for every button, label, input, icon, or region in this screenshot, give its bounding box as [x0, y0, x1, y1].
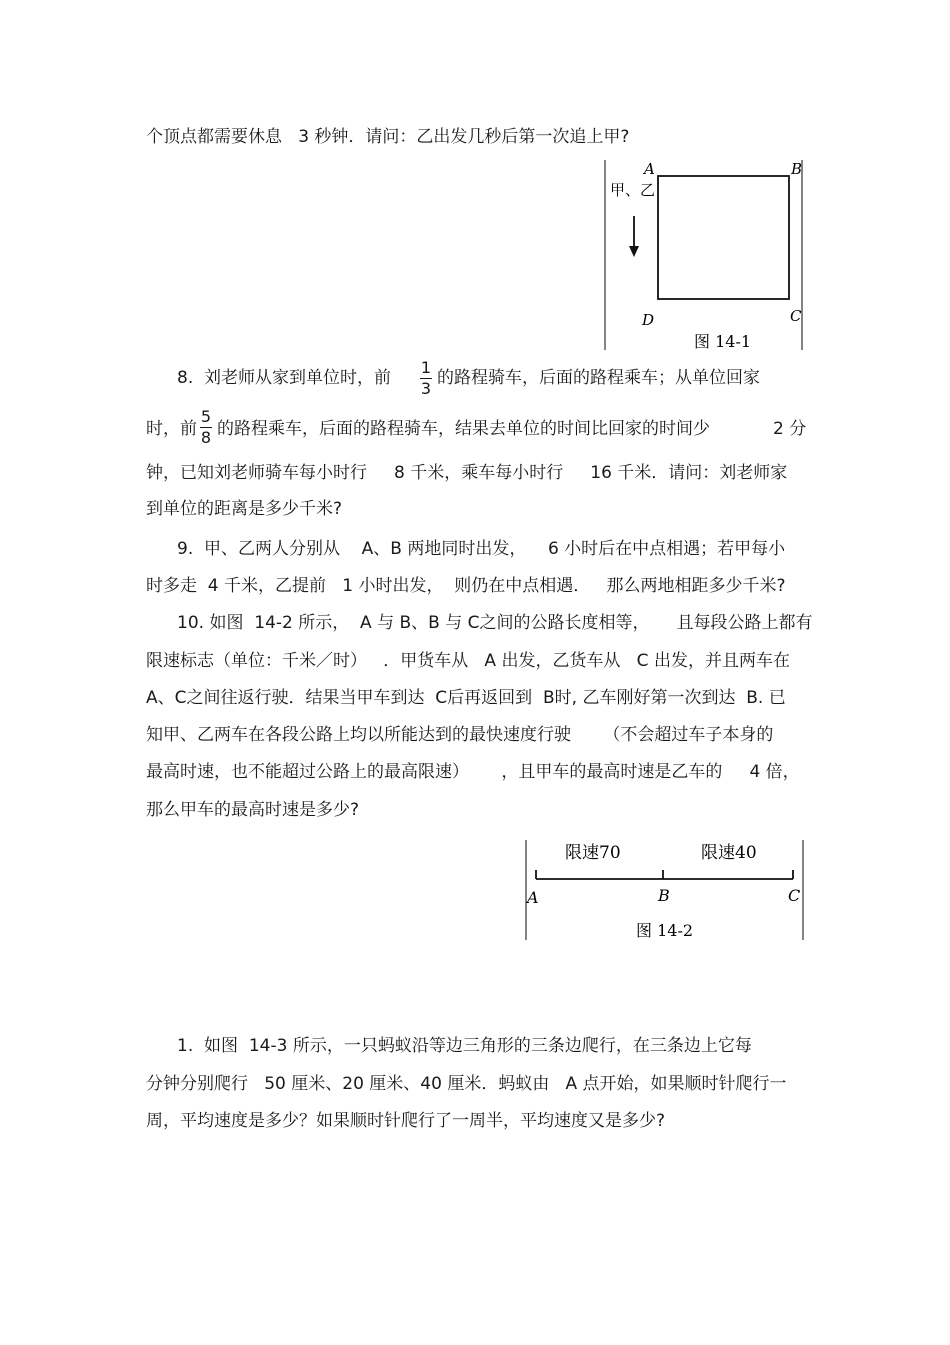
problem-8-line-3: 钟，已知刘老师骑车每小时行 8 千米，乘车每小时行 16 千米．请问：刘老师家: [146, 463, 788, 483]
problem-9-line-1: 9. 甲、乙两人分别从 A、B 两地同时出发， 6 小时后在中点相遇；若甲每小: [177, 539, 786, 559]
problem-10-line-6: 那么甲车的最高时速是多少?: [146, 800, 360, 820]
vertex-c-label: C: [790, 307, 802, 325]
fraction-denominator: 8: [200, 428, 212, 447]
figure-14-1-caption: 图 14-1: [694, 332, 752, 351]
question-1-line-3: 周，平均速度是多少？如果顺时针爬行了一周半，平均速度又是多少?: [146, 1111, 666, 1131]
fraction-five-eighths: [200, 408, 212, 447]
vertex-d-label: D: [642, 311, 655, 329]
problem-8-line-4: 到单位的距离是多少千米?: [146, 499, 343, 519]
problem-10-line-3: A、C之间往返行驶．结果当甲车到达 C后再返回到 B时, 乙车刚好第一次到达 B. 已: [146, 688, 786, 708]
problem-8-line-1b: 的路程骑车，后面的路程乘车；从单位回家: [437, 368, 760, 388]
problem-10-line-1: 10. 如图 14-2 所示， A 与 B、B 与 C之间的公路长度相等， 且每段公路上都有: [177, 613, 813, 633]
problem-8-line-1a: 8. 刘老师从家到单位时，前: [177, 368, 392, 388]
problem-10-line-5: 最高时速，也不能超过公路上的最高限速） ，且甲车的最高时速是乙车的 4 倍，: [146, 762, 800, 782]
figure-14-1: [604, 158, 804, 354]
problem-8-line-2a: 时，前: [146, 419, 197, 439]
speed-limit-bc-label: 限速40: [701, 843, 757, 863]
problem-8-line-2c: 2 分: [773, 419, 807, 439]
fraction-numerator: 5: [200, 407, 212, 426]
point-b-label: B: [658, 886, 670, 905]
problem-9-line-2: 时多走 4 千米，乙提前 1 小时出发， 则仍在中点相遇． 那么两地相距多少千米?: [146, 576, 786, 596]
figure-14-2-caption: 图 14-2: [636, 921, 694, 940]
problem-10-line-2: 限速标志（单位：千米／时） ．甲货车从 A 出发，乙货车从 C 出发，并且两车在: [146, 651, 790, 671]
speed-limit-ab-label: 限速70: [565, 843, 621, 863]
point-c-label: C: [788, 886, 801, 905]
square-path: [658, 176, 789, 299]
fraction-one-third: [420, 359, 432, 398]
fraction-denominator: 3: [420, 379, 432, 398]
fraction-numerator: 1: [420, 358, 432, 377]
arrow-head-icon: [629, 246, 639, 257]
point-a-label: A: [527, 888, 539, 907]
problem-10-line-4: 知甲、乙两车在各段公路上均以所能达到的最快速度行驶 （不会超过车子本身的: [146, 725, 774, 745]
start-label: 甲、乙: [610, 181, 656, 199]
vertex-a-label: A: [644, 160, 655, 178]
problem-8-line-2b: 的路程乘车，后面的路程骑车，结果去单位的时间比回家的时间少: [217, 419, 710, 439]
problem-7-tail: 个顶点都需要休息 3 秒钟．请问：乙出发几秒后第一次追上甲?: [146, 127, 630, 147]
vertex-b-label: B: [791, 160, 803, 178]
figure-14-2: [525, 838, 805, 942]
question-1-line-2: 分钟分别爬行 50 厘米、20 厘米、40 厘米．蚂蚁由 A 点开始，如果顺时针爬行一: [146, 1074, 787, 1094]
question-1-line-1: 1. 如图 14-3 所示，一只蚂蚁沿等边三角形的三条边爬行，在三条边上它每: [177, 1036, 752, 1056]
